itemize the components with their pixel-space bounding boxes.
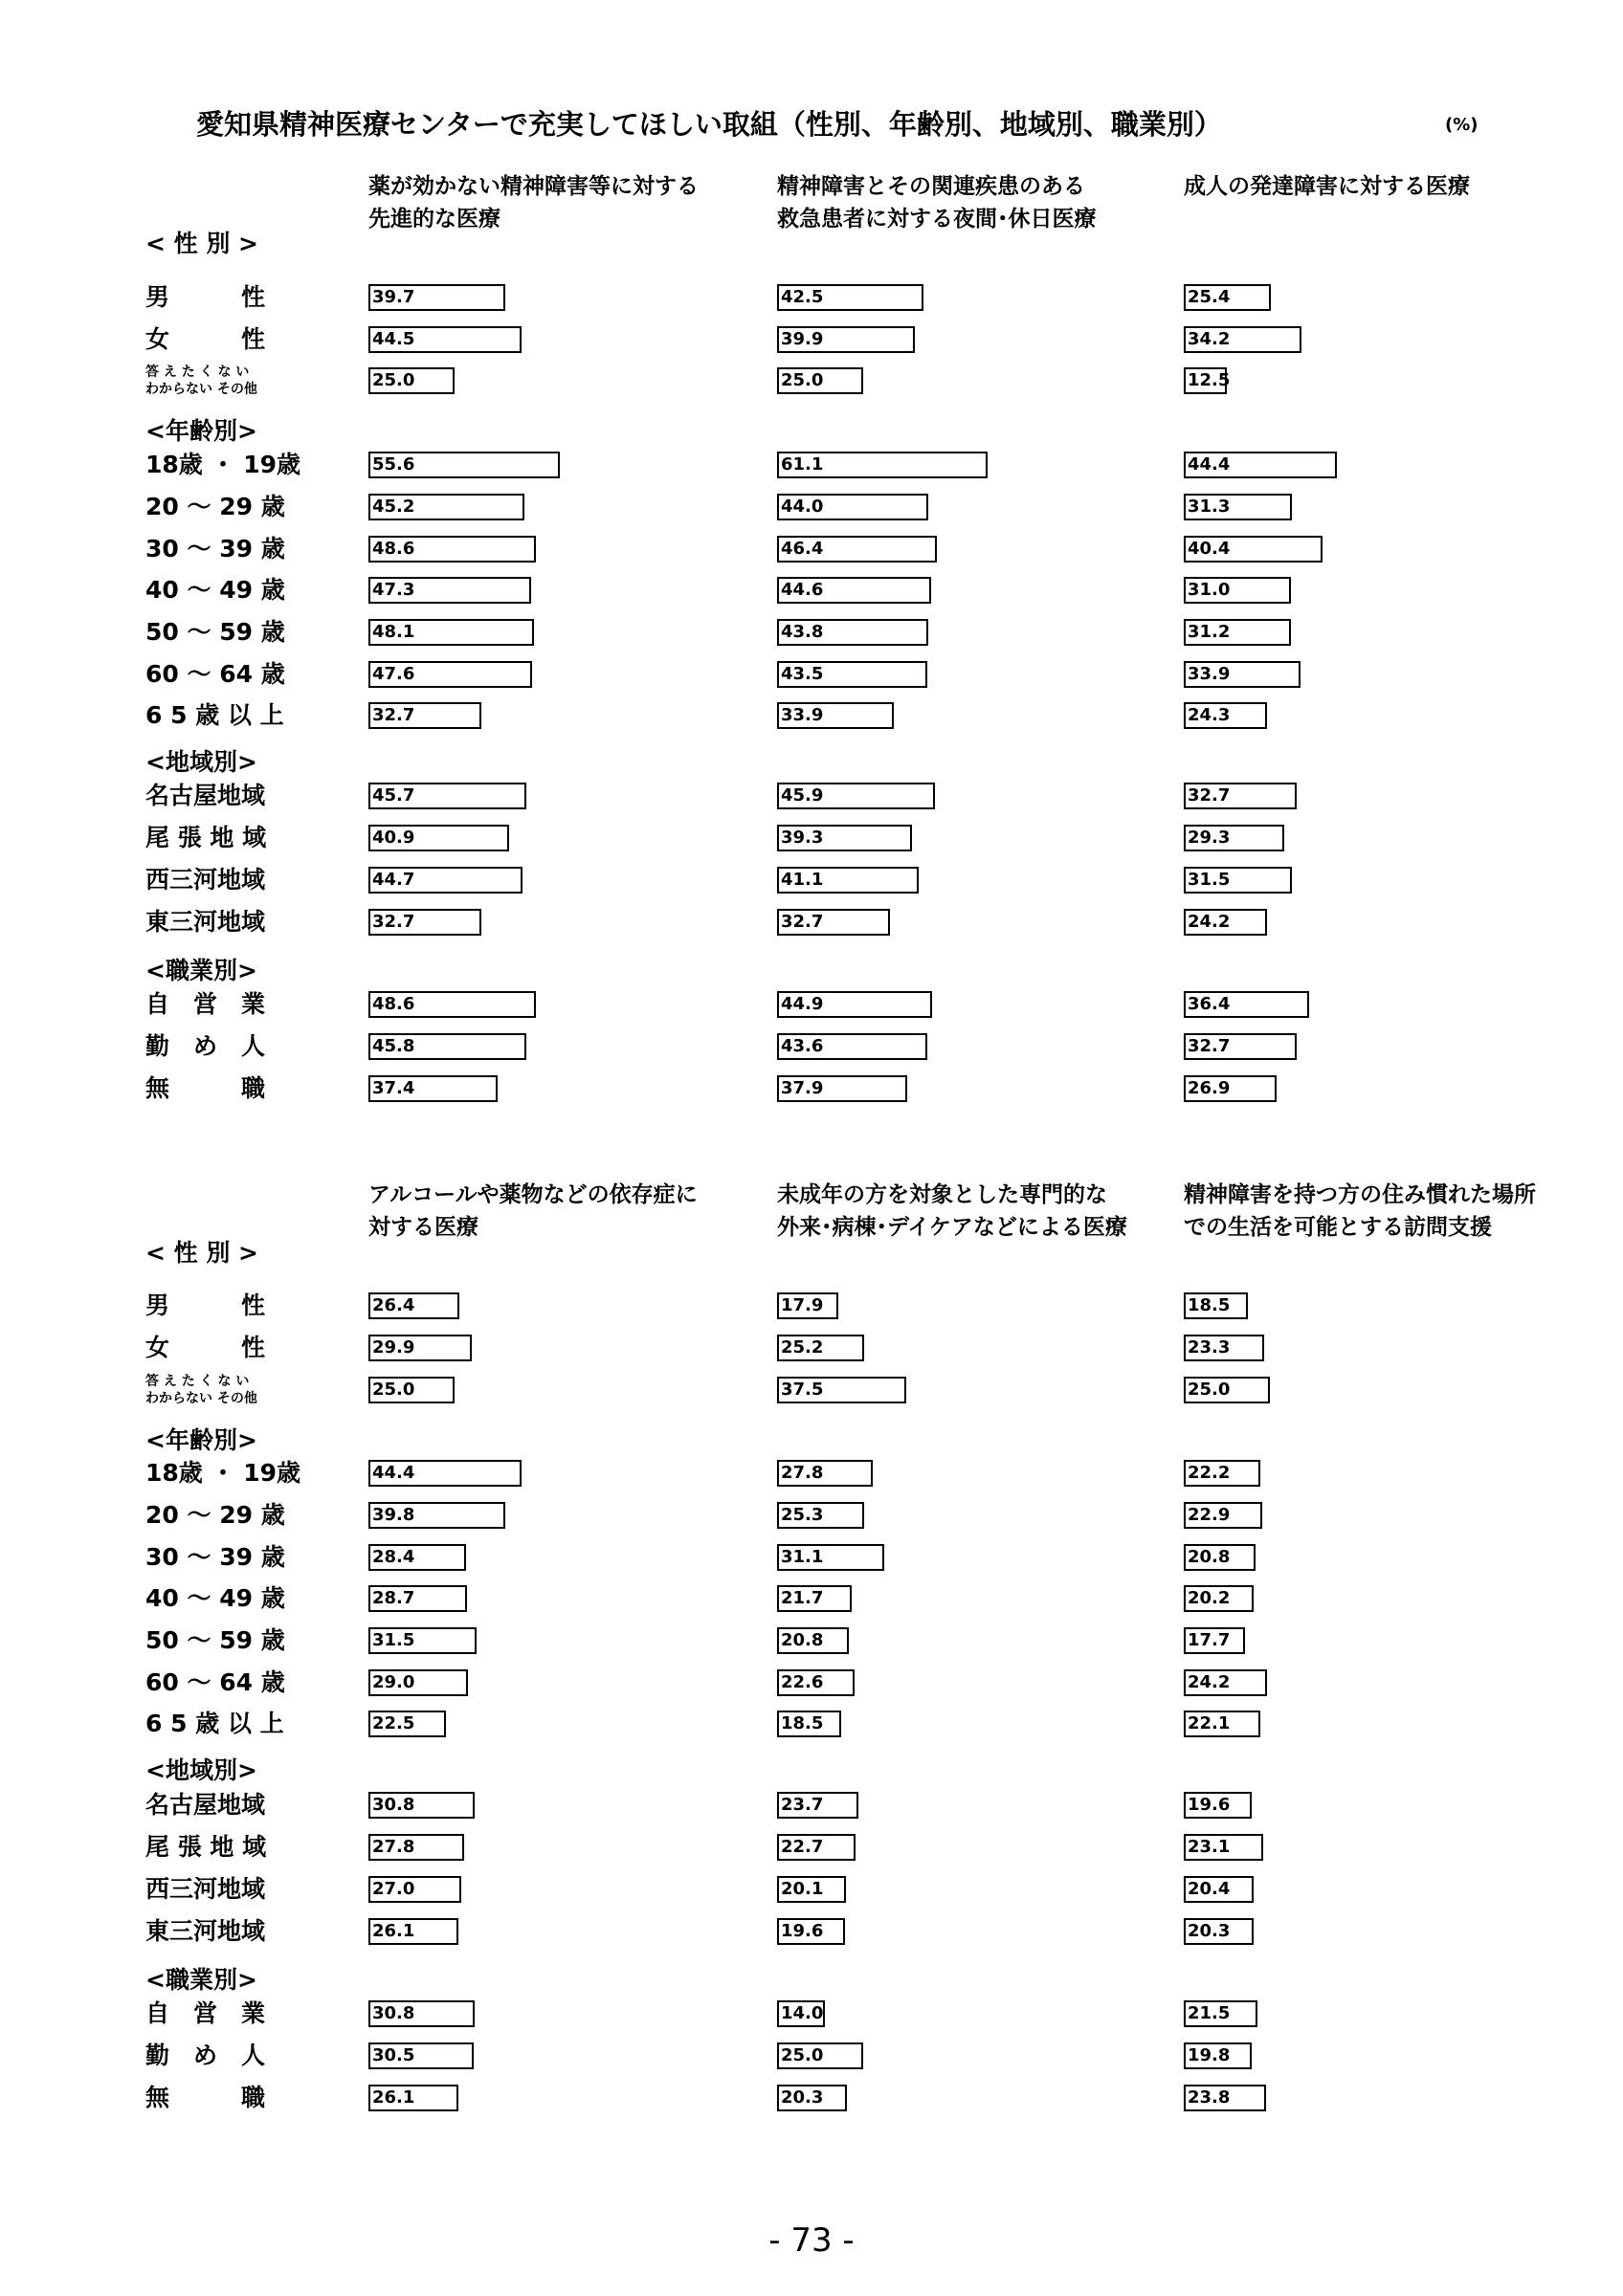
bar-value-label: 43.5 bbox=[781, 664, 824, 684]
bar-value-label: 44.5 bbox=[372, 329, 415, 349]
bar-value-label: 18.5 bbox=[781, 1713, 824, 1733]
bar-value-label: 25.4 bbox=[1188, 287, 1231, 307]
bar-value-label: 48.6 bbox=[372, 994, 415, 1014]
bar-value-label: 32.7 bbox=[781, 912, 824, 932]
bar-value-label: 24.2 bbox=[1188, 912, 1231, 932]
bar-value-label: 37.5 bbox=[781, 1380, 824, 1400]
bar-value-label: 44.4 bbox=[1188, 454, 1231, 475]
bar-value-label: 45.9 bbox=[781, 785, 824, 806]
bar-value-label: 25.2 bbox=[781, 1337, 824, 1358]
bar-value-label: 27.8 bbox=[781, 1463, 824, 1483]
bar-value-label: 31.0 bbox=[1188, 580, 1231, 600]
bar-value-label: 48.6 bbox=[372, 539, 415, 559]
section-label: <年齢別> bbox=[145, 1426, 257, 1454]
row-label: 西三河地域 bbox=[145, 866, 266, 894]
bar-value-label: 39.8 bbox=[372, 1505, 415, 1525]
row-label bbox=[145, 1373, 310, 1407]
bar-value-label: 42.5 bbox=[781, 287, 824, 307]
bar-value-label: 22.2 bbox=[1188, 1463, 1231, 1483]
section-label: <職業別> bbox=[145, 1966, 257, 1994]
row-label-line: 答 え た く な い bbox=[145, 1374, 250, 1389]
row-label: 自 営 業 bbox=[145, 1999, 266, 2027]
bar-value-label: 32.7 bbox=[372, 705, 415, 725]
bar-value-label: 26.1 bbox=[372, 1921, 415, 1941]
bar-value-label: 33.9 bbox=[781, 705, 824, 725]
row-label: 西三河地域 bbox=[145, 1875, 266, 1903]
bar-value-label: 47.3 bbox=[372, 580, 415, 600]
row-label-line: わからない その他 bbox=[145, 1391, 257, 1406]
row-label: 50 ～ 59 歳 bbox=[145, 1626, 285, 1654]
bar-value-label: 41.1 bbox=[781, 870, 824, 890]
bar-value-label: 17.7 bbox=[1188, 1630, 1231, 1650]
series-heading: 成人の発達障害に対する医療 bbox=[1184, 174, 1470, 199]
bar-value-label: 34.2 bbox=[1188, 329, 1231, 349]
row-label: 男 性 bbox=[145, 1292, 266, 1319]
row-label: 20 ～ 29 歳 bbox=[145, 493, 285, 520]
bar-value-label: 17.9 bbox=[781, 1295, 824, 1315]
row-label-line: 答 え た く な い bbox=[145, 364, 250, 380]
bar-value-label: 25.0 bbox=[781, 2045, 824, 2065]
bar-value-label: 20.3 bbox=[781, 2087, 824, 2108]
row-label: 東三河地域 bbox=[145, 1917, 266, 1945]
row-label: 無 職 bbox=[145, 2084, 266, 2111]
row-label: 50 ～ 59 歳 bbox=[145, 618, 285, 646]
bar-value-label: 45.8 bbox=[372, 1036, 415, 1056]
bar-value-label: 44.4 bbox=[372, 1463, 415, 1483]
bar-value-label: 61.1 bbox=[781, 454, 824, 475]
page-title: 愛知県精神医療センターで充実してほしい取組（性別、年齢別、地域別、職業別） bbox=[196, 108, 1222, 141]
bar-value-label: 20.2 bbox=[1188, 1588, 1231, 1608]
bar-value-label: 21.7 bbox=[781, 1588, 824, 1608]
bar-value-label: 26.1 bbox=[372, 2087, 415, 2108]
bar-value-label: 44.7 bbox=[372, 870, 415, 890]
bar-value-label: 30.5 bbox=[372, 2045, 415, 2065]
bar-value-label: 23.8 bbox=[1188, 2087, 1231, 2108]
bar-value-label: 23.3 bbox=[1188, 1337, 1231, 1358]
row-label: 自 営 業 bbox=[145, 990, 266, 1018]
row-label-line: わからない その他 bbox=[145, 382, 257, 397]
bar-value-label: 32.7 bbox=[1188, 785, 1231, 806]
bar-value-label: 27.8 bbox=[372, 1837, 415, 1857]
bar-value-label: 20.1 bbox=[781, 1879, 824, 1899]
row-label: 30 ～ 39 歳 bbox=[145, 1543, 285, 1571]
bar-value-label: 25.0 bbox=[372, 1380, 415, 1400]
row-label: 女 性 bbox=[145, 1334, 266, 1361]
bar-value-label: 47.6 bbox=[372, 664, 415, 684]
bar-value-label: 32.7 bbox=[372, 912, 415, 932]
bar-value-label: 40.4 bbox=[1188, 539, 1231, 559]
bar-value-label: 31.5 bbox=[1188, 870, 1231, 890]
bar-value-label: 24.2 bbox=[1188, 1672, 1231, 1692]
row-label: 40 ～ 49 歳 bbox=[145, 1584, 285, 1612]
bar-value-label: 25.0 bbox=[1188, 1380, 1231, 1400]
bar-value-label: 22.6 bbox=[781, 1672, 824, 1692]
bar-value-label: 43.6 bbox=[781, 1036, 824, 1056]
section-label: < 性 別 > bbox=[145, 230, 259, 257]
series-heading: 精神障害とその関連疾患のある 救急患者に対する夜間･休日医療 bbox=[777, 174, 1097, 232]
row-label: 60 ～ 64 歳 bbox=[145, 660, 285, 688]
row-label: 勤 め 人 bbox=[145, 2042, 266, 2069]
bar-value-label: 44.6 bbox=[781, 580, 824, 600]
bar-value-label: 37.4 bbox=[372, 1078, 415, 1098]
bar-value-label: 43.8 bbox=[781, 622, 824, 642]
bar-value-label: 26.4 bbox=[372, 1295, 415, 1315]
bar-value-label: 18.5 bbox=[1188, 1295, 1231, 1315]
series-heading: 未成年の方を対象とした専門的な 外来･病棟･デイケアなどによる医療 bbox=[777, 1182, 1127, 1240]
bar-value-label: 32.7 bbox=[1188, 1036, 1231, 1056]
section-label: <地域別> bbox=[145, 748, 257, 776]
bar-value-label: 22.1 bbox=[1188, 1713, 1231, 1733]
bar-value-label: 30.8 bbox=[372, 2003, 415, 2023]
row-label: 勤 め 人 bbox=[145, 1032, 266, 1060]
bar-value-label: 46.4 bbox=[781, 539, 824, 559]
series-heading: アルコールや薬物などの依存症に 対する医療 bbox=[368, 1182, 698, 1240]
bar-value-label: 19.8 bbox=[1188, 2045, 1231, 2065]
unit-label: (%) bbox=[1445, 115, 1478, 135]
bar-value-label: 14.0 bbox=[781, 2003, 824, 2023]
row-label: 18歳 ・ 19歳 bbox=[145, 1459, 300, 1487]
bar-value-label: 45.2 bbox=[372, 497, 415, 517]
bar-value-label: 31.2 bbox=[1188, 622, 1231, 642]
bar-value-label: 39.9 bbox=[781, 329, 824, 349]
bar-value-label: 31.5 bbox=[372, 1630, 415, 1650]
bar-value-label: 20.8 bbox=[1188, 1547, 1231, 1567]
row-label: 6 5 歳 以 上 bbox=[145, 1710, 284, 1737]
bar-value-label: 31.1 bbox=[781, 1547, 824, 1567]
row-label: 18歳 ・ 19歳 bbox=[145, 451, 300, 478]
row-label: 名古屋地域 bbox=[145, 1791, 266, 1819]
bar-value-label: 30.8 bbox=[372, 1795, 415, 1815]
bar-value-label: 20.4 bbox=[1188, 1879, 1231, 1899]
page-number: - 73 - bbox=[768, 2221, 855, 2260]
bar-value-label: 23.1 bbox=[1188, 1837, 1231, 1857]
bar-value-label: 28.4 bbox=[372, 1547, 415, 1567]
bar-value-label: 29.0 bbox=[372, 1672, 415, 1692]
bar-value-label: 48.1 bbox=[372, 622, 415, 642]
bar-value-label: 25.0 bbox=[372, 370, 415, 390]
section-label: <年齢別> bbox=[145, 417, 257, 445]
bar-value-label: 22.5 bbox=[372, 1713, 415, 1733]
row-label bbox=[145, 364, 310, 398]
bar-value-label: 31.3 bbox=[1188, 497, 1231, 517]
row-label: 尾 張 地 域 bbox=[145, 824, 267, 851]
bar-value-label: 22.9 bbox=[1188, 1505, 1231, 1525]
row-label: 40 ～ 49 歳 bbox=[145, 576, 285, 604]
row-label: 女 性 bbox=[145, 325, 266, 353]
bar-value-label: 22.7 bbox=[781, 1837, 824, 1857]
bar-value-label: 29.3 bbox=[1188, 828, 1231, 848]
bar-value-label: 37.9 bbox=[781, 1078, 824, 1098]
series-heading: 精神障害を持つ方の住み慣れた場所 での生活を可能とする訪問支援 bbox=[1184, 1182, 1536, 1240]
row-label: 60 ～ 64 歳 bbox=[145, 1668, 285, 1696]
row-label: 東三河地域 bbox=[145, 908, 266, 936]
bar-value-label: 44.0 bbox=[781, 497, 824, 517]
bar-value-label: 25.3 bbox=[781, 1505, 824, 1525]
bar-value-label: 26.9 bbox=[1188, 1078, 1231, 1098]
bar-value-label: 39.7 bbox=[372, 287, 415, 307]
bar-value-label: 39.3 bbox=[781, 828, 824, 848]
bar-value-label: 40.9 bbox=[372, 828, 415, 848]
row-label: 尾 張 地 域 bbox=[145, 1833, 267, 1861]
row-label: 20 ～ 29 歳 bbox=[145, 1501, 285, 1529]
series-heading: 薬が効かない精神障害等に対する 先進的な医療 bbox=[368, 174, 699, 232]
bar-value-label: 55.6 bbox=[372, 454, 415, 475]
bar-value-label: 12.5 bbox=[1188, 370, 1231, 390]
section-label: <職業別> bbox=[145, 957, 257, 984]
section-label: <地域別> bbox=[145, 1756, 257, 1784]
row-label: 男 性 bbox=[145, 283, 266, 311]
bar-value-label: 19.6 bbox=[1188, 1795, 1231, 1815]
row-label: 名古屋地域 bbox=[145, 782, 266, 809]
bar-value-label: 20.8 bbox=[781, 1630, 824, 1650]
bar-value-label: 23.7 bbox=[781, 1795, 824, 1815]
bar-value-label: 25.0 bbox=[781, 370, 824, 390]
bar-value-label: 33.9 bbox=[1188, 664, 1231, 684]
bar-value-label: 24.3 bbox=[1188, 705, 1231, 725]
row-label: 無 職 bbox=[145, 1074, 266, 1102]
bar-value-label: 29.9 bbox=[372, 1337, 415, 1358]
bar-value-label: 21.5 bbox=[1188, 2003, 1231, 2023]
bar-value-label: 28.7 bbox=[372, 1588, 415, 1608]
bar-value-label: 20.3 bbox=[1188, 1921, 1231, 1941]
row-label: 30 ～ 39 歳 bbox=[145, 535, 285, 563]
bar-value-label: 19.6 bbox=[781, 1921, 824, 1941]
bar-value-label: 36.4 bbox=[1188, 994, 1231, 1014]
bar-value-label: 27.0 bbox=[372, 1879, 415, 1899]
bar-value-label: 45.7 bbox=[372, 785, 415, 806]
bar-value-label: 44.9 bbox=[781, 994, 824, 1014]
row-label: 6 5 歳 以 上 bbox=[145, 701, 284, 729]
section-label: < 性 別 > bbox=[145, 1239, 259, 1267]
